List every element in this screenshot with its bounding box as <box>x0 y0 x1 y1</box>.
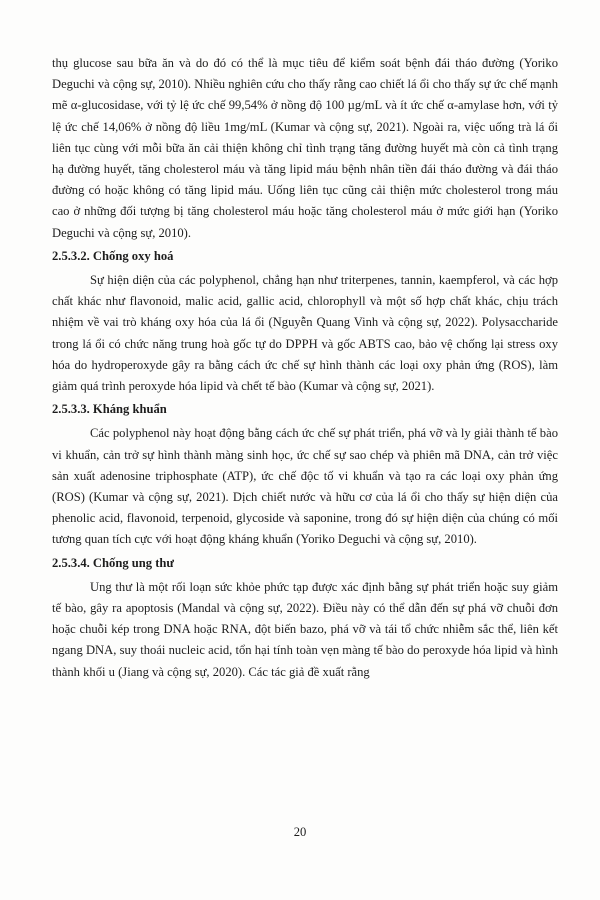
section-heading-antibacterial: 2.5.3.3. Kháng khuẩn <box>52 402 167 417</box>
page-number: 20 <box>293 825 307 839</box>
paragraph-antioxidant: Sự hiện diện của các polyphenol, chẳng hạn như triterpenes, tannin, kaempferol, và các hợp chất khác như flavonoid, malic acid, gallic acid, chlorophyll và một số hợp chất khác, chịu trách nhiệm về vai trò kháng oxy hóa của lá ổi (Nguyễn Quang Vinh và cộng sự, 2022). Polysaccharide trong lá ổi có chức năng trung hoà gốc tự do DPPH và gốc ABTS cao, bảo vệ chống lại stress oxy hóa do hydroperoxyde gây ra bằng cách ức chế sự hình thành các loại oxy phản ứng (ROS), làm giảm quá trình peroxyde hóa lipid và chết tế bào (Kumar và cộng sự, 2021). <box>52 273 558 394</box>
paragraph-anticancer: Ung thư là một rối loạn sức khỏe phức tạp được xác định bằng sự phát triển hoặc suy giảm tế bào, gây ra apoptosis (Mandal và cộng sự, 2022). Điều này có thể dẫn đến sự phá vỡ chuỗi đơn hoặc chuỗi kép trong DNA hoặc RNA, đột biến bazo, phá vỡ và tái tổ chức nhiễm sắc thể, liên kết ngang DNA, suy thoái nucleic acid, tổn hại tính toàn vẹn màng tế bào do peroxyde hóa lipid và hình thành khối u (Jiang và cộng sự, 2020). Các tác giả đề xuất rằng <box>52 579 558 679</box>
section-heading-antioxidant: 2.5.3.2. Chống oxy hoá <box>52 248 174 263</box>
paragraph-antidiabetic-continued: thụ glucose sau bữa ăn và do đó có thể là mục tiêu để kiểm soát bệnh đái tháo đường (Yoriko Deguchi và cộng sự, 2010). Nhiều nghiên cứu cho thấy rằng cao chiết lá ổi cho thấy sự ức chế mạnh mẽ α-glucosidase, với tỷ lệ ức chế 99,54% ở nồng độ 100 µg/mL và ít ức chế α-amylase hơn, với tỷ lệ ức chế 14,06% ở nồng độ liều 1mg/mL (Kumar và cộng sự, 2021). Ngoài ra, việc uống trà lá ổi liên tục cùng với mỗi bữa ăn cải thiện không chỉ tình trạng tăng đường huyết mà còn cả tình trạng hạ đường huyết, tăng cholesterol máu và tăng lipid máu bệnh nhân tiền đái tháo đường và đái tháo đường có hoặc không có tăng lipid máu. Uống liên tục cũng cải thiện mức cholesterol trong máu cao ở những đối tượng bị tăng cholesterol máu hoặc tăng cholesterol máu ở mức giới hạn (Yoriko Deguchi và cộng sự, 2010). <box>52 56 558 240</box>
paragraph-antibacterial: Các polyphenol này hoạt động bằng cách ức chế sự phát triển, phá vỡ và ly giải thành tế bào vi khuẩn, cản trở sự hình thành màng sinh học, ức chế sự sao chép và phiên mã DNA, cản trở việc sản xuất adenosine triphosphate (ATP), ức chế độc tố vi khuẩn và tạo ra các loại oxy phản ứng (ROS) (Kumar và cộng sự, 2021). Dịch chiết nước và hữu cơ của lá ổi cho thấy sự hiện diện của phenolic acid, flavonoid, terpenoid, glycoside và saponine, trong đó sự hiện diện của chúng có mối tương quan tích cực với hoạt động kháng khuẩn (Yoriko Deguchi và cộng sự, 2010). <box>52 426 558 547</box>
section-heading-anticancer: 2.5.3.4. Chống ung thư <box>52 555 174 570</box>
